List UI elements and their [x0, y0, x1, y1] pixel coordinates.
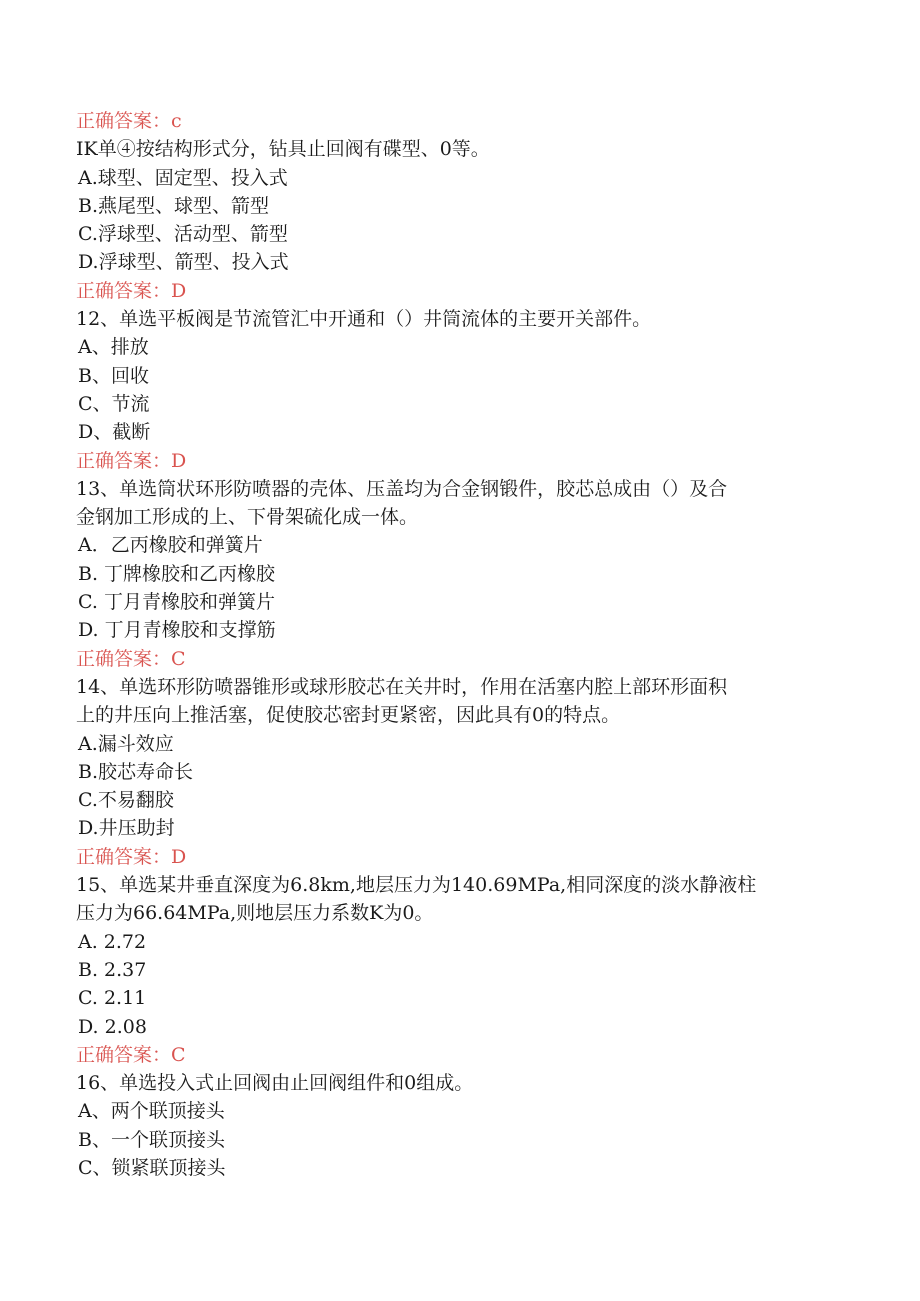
option-line: C. 丁月青橡胶和弹簧片 — [78, 591, 275, 614]
option-line: B.燕尾型、球型、箭型 — [78, 194, 270, 217]
question-line: 15、单选某井垂直深度为6.8km,地层压力为140.69MPa,相同深度的淡水静液柱 — [76, 874, 757, 897]
question-line: 13、单选筒状环形防喷器的壳体、压盖均为合金钢锻件，胶芯总成由（）及合 — [76, 477, 728, 500]
answer-line: 正确答案：C — [76, 647, 186, 670]
option-line: B、一个联顶接头 — [78, 1128, 225, 1151]
option-line: B、回收 — [78, 364, 149, 387]
option-line: D. 丁月青橡胶和支撑筋 — [78, 619, 276, 642]
option-line: D、截断 — [78, 421, 151, 444]
option-line: A.漏斗效应 — [78, 732, 174, 755]
question-line: 金钢加工形成的上、下骨架硫化成一体。 — [76, 506, 419, 529]
option-line: C. 2.11 — [78, 987, 147, 1010]
option-line: B. 2.37 — [78, 958, 147, 981]
answer-line: 正确答案：c — [76, 110, 182, 132]
option-line: C、锁紧联顶接头 — [78, 1156, 226, 1179]
option-line: D.浮球型、箭型、投入式 — [78, 251, 289, 274]
question-line: 12、单选平板阀是节流管汇中开通和（）井筒流体的主要开关部件。 — [76, 308, 652, 331]
document-page — [76, 107, 836, 1182]
option-line: D.井压助封 — [78, 817, 175, 840]
option-line: B. 丁牌橡胶和乙丙橡胶 — [78, 562, 276, 585]
answer-line: 正确答案：C — [76, 1043, 186, 1066]
answer-line: 正确答案：D — [76, 449, 187, 472]
option-line: C.浮球型、活动型、箭型 — [78, 223, 288, 246]
option-line: A．乙丙橡胶和弹簧片 — [78, 534, 263, 557]
option-line: D. 2.08 — [78, 1015, 147, 1038]
question-line: 压力为66.64MPa,则地层压力系数K为0。 — [76, 902, 434, 925]
answer-line: 正确答案：D — [76, 279, 187, 302]
answer-line: 正确答案：D — [76, 845, 187, 868]
option-line: A、两个联顶接头 — [78, 1100, 225, 1123]
question-line: 14、单选环形防喷器锥形或球形胶芯在关井时，作用在活塞内腔上部环形面积 — [76, 675, 728, 698]
option-line: C.不易翻胶 — [78, 789, 174, 812]
question-line: 16、单选投入式止回阀由止回阀组件和0组成。 — [76, 1072, 474, 1095]
option-line: A.球型、固定型、投入式 — [78, 166, 288, 189]
option-line: B.胶芯寿命长 — [78, 760, 194, 783]
question-line: 上的井压向上推活塞，促使胶芯密封更紧密，因此具有0的特点。 — [76, 704, 621, 727]
question-line: IK单④按结构形式分，钻具止回阀有碟型、0等。 — [76, 138, 490, 161]
option-line: C、节流 — [78, 392, 150, 415]
option-line: A. 2.72 — [78, 930, 147, 953]
option-line: A、排放 — [78, 336, 149, 359]
